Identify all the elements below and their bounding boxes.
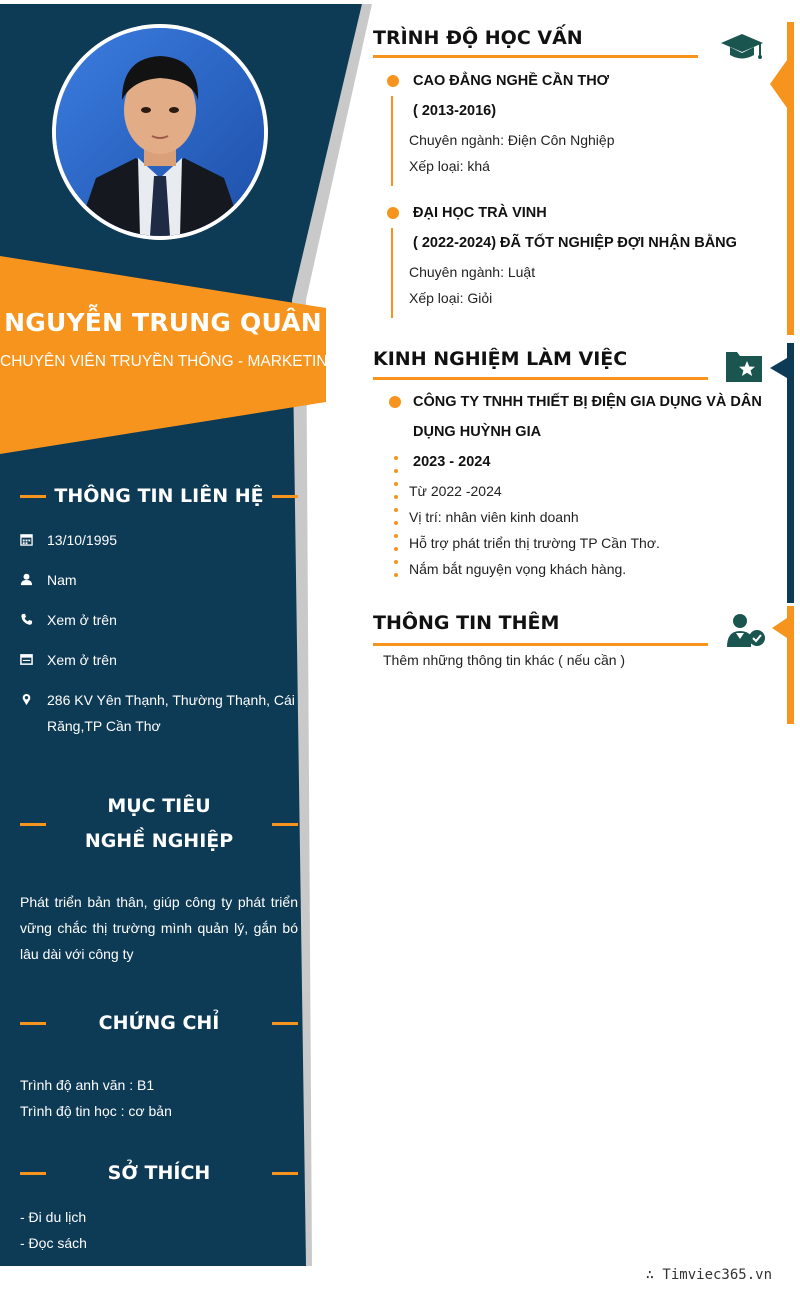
- right-edge-navy-notch: [770, 358, 787, 378]
- heading-bar-left: [20, 1022, 46, 1025]
- folder-star-icon: [724, 349, 764, 388]
- phone-icon: [20, 607, 47, 633]
- education-timeline: [391, 228, 393, 318]
- experience-detail: Nắm bắt nguyện vọng khách hàng.: [409, 561, 627, 577]
- certificate-item: Trình độ tin học : cơ bản: [20, 1103, 172, 1119]
- watermark: [646, 1267, 772, 1283]
- additional-text: Thêm những thông tin khác ( nếu cần ): [383, 652, 626, 668]
- experience-detail: Vị trí: nhân viên kinh doanh: [409, 509, 579, 525]
- experience-company: CÔNG TY TNHH THIẾT BỊ ĐIỆN GIA DỤNG VÀ DÂN: [413, 394, 762, 410]
- right-edge-orange-top: [787, 22, 794, 335]
- right-edge-navy: [787, 343, 794, 603]
- contact-email: [20, 647, 300, 673]
- experience-detail: Hỗ trợ phát triển thị trường TP Cần Thơ.: [409, 535, 660, 551]
- education-bullet: [387, 75, 399, 87]
- contact-birthday: [20, 527, 300, 553]
- objective-heading: [20, 789, 298, 859]
- phone-value: Xem ở trên: [47, 612, 117, 628]
- hobbies-heading-text: SỞ THÍCH: [107, 1162, 211, 1184]
- user-check-icon: [726, 612, 766, 653]
- education-major: Chuyên ngành: Điện Côn Nghiệp: [409, 132, 615, 148]
- certificates-heading-text: CHỨNG CHỈ: [98, 1012, 220, 1034]
- objective-heading-text: MỤC TIÊU NGHỀ NGHIỆP: [84, 795, 234, 852]
- watermark-icon: ∴: [645, 1267, 663, 1283]
- heading-bar-right: [272, 1022, 298, 1025]
- contact-gender: [20, 567, 300, 593]
- additional-underline: [373, 643, 708, 646]
- education-underline: [373, 55, 698, 58]
- heading-bar-left: [20, 495, 46, 498]
- gender-value: Nam: [47, 572, 77, 588]
- right-edge-orange-notch-top: [770, 60, 787, 108]
- candidate-job-title: CHUYÊN VIÊN TRUYỀN THÔNG - MARKETING: [0, 353, 340, 370]
- heading-bar-left: [20, 1172, 46, 1175]
- watermark-text: Timviec365.vn: [662, 1267, 772, 1283]
- education-period: ( 2013-2016): [413, 103, 497, 119]
- education-heading: TRÌNH ĐỘ HỌC VẤN: [373, 27, 583, 49]
- email-value: Xem ở trên: [47, 652, 117, 668]
- user-icon: [20, 567, 47, 593]
- objective-text: Phát triển bản thân, giúp công ty phát triển vững chắc thị trường mình quản lý, gắn bó lâu dài với công ty: [20, 894, 298, 962]
- education-period: ( 2022-2024) ĐÃ TỐT NGHIỆP ĐỢI NHẬN BẰNG: [413, 235, 737, 251]
- graduation-cap-icon: [720, 32, 764, 67]
- profile-photo: [52, 24, 268, 240]
- certificates-heading: [20, 1006, 298, 1041]
- right-edge-orange-bottom: [787, 606, 794, 724]
- education-grade: Xếp loại: Giỏi: [409, 290, 493, 306]
- experience-bullet: [389, 396, 401, 408]
- contact-phone: [20, 607, 300, 633]
- education-grade: Xếp loại: khá: [409, 158, 490, 174]
- email-icon: [20, 647, 47, 673]
- candidate-name: NGUYỄN TRUNG QUÂN: [4, 308, 322, 337]
- experience-detail: Từ 2022 -2024: [409, 483, 502, 499]
- hobby-item: - Đi du lịch: [20, 1209, 87, 1225]
- address-value: 286 KV Yên Thạnh, Thường Thạnh, Cái Răng,TP Cần Thơ: [47, 692, 295, 734]
- certificate-item: Trình độ anh văn : B1: [20, 1077, 155, 1093]
- experience-heading: KINH NGHIỆM LÀM VIỆC: [373, 348, 628, 370]
- education-bullet: [387, 207, 399, 219]
- contact-heading: [20, 479, 298, 514]
- additional-heading: THÔNG TIN THÊM: [373, 612, 560, 634]
- education-timeline: [391, 96, 393, 186]
- experience-period: 2023 - 2024: [413, 454, 491, 470]
- heading-bar-right: [272, 495, 298, 498]
- calendar-icon: [20, 527, 47, 553]
- experience-company-cont: DỤNG HUỲNH GIA: [413, 424, 542, 440]
- hobby-item: - Đọc sách: [20, 1235, 87, 1251]
- heading-bar-right: [272, 1172, 298, 1175]
- hobbies-heading: [20, 1156, 298, 1191]
- education-major: Chuyên ngành: Luật: [409, 264, 536, 280]
- education-school: CAO ĐẲNG NGHỀ CẦN THƠ: [413, 73, 610, 89]
- experience-underline: [373, 377, 708, 380]
- contact-address: [20, 687, 300, 739]
- right-edge-orange-notch-bottom: [772, 618, 787, 638]
- location-pin-icon: [20, 687, 47, 739]
- heading-bar-right: [272, 823, 298, 826]
- education-school: ĐẠI HỌC TRÀ VINH: [413, 205, 547, 221]
- experience-timeline: [394, 456, 398, 586]
- heading-bar-left: [20, 823, 46, 826]
- birthday-value: 13/10/1995: [47, 532, 118, 548]
- contact-heading-text: THÔNG TIN LIÊN HỆ: [54, 485, 264, 507]
